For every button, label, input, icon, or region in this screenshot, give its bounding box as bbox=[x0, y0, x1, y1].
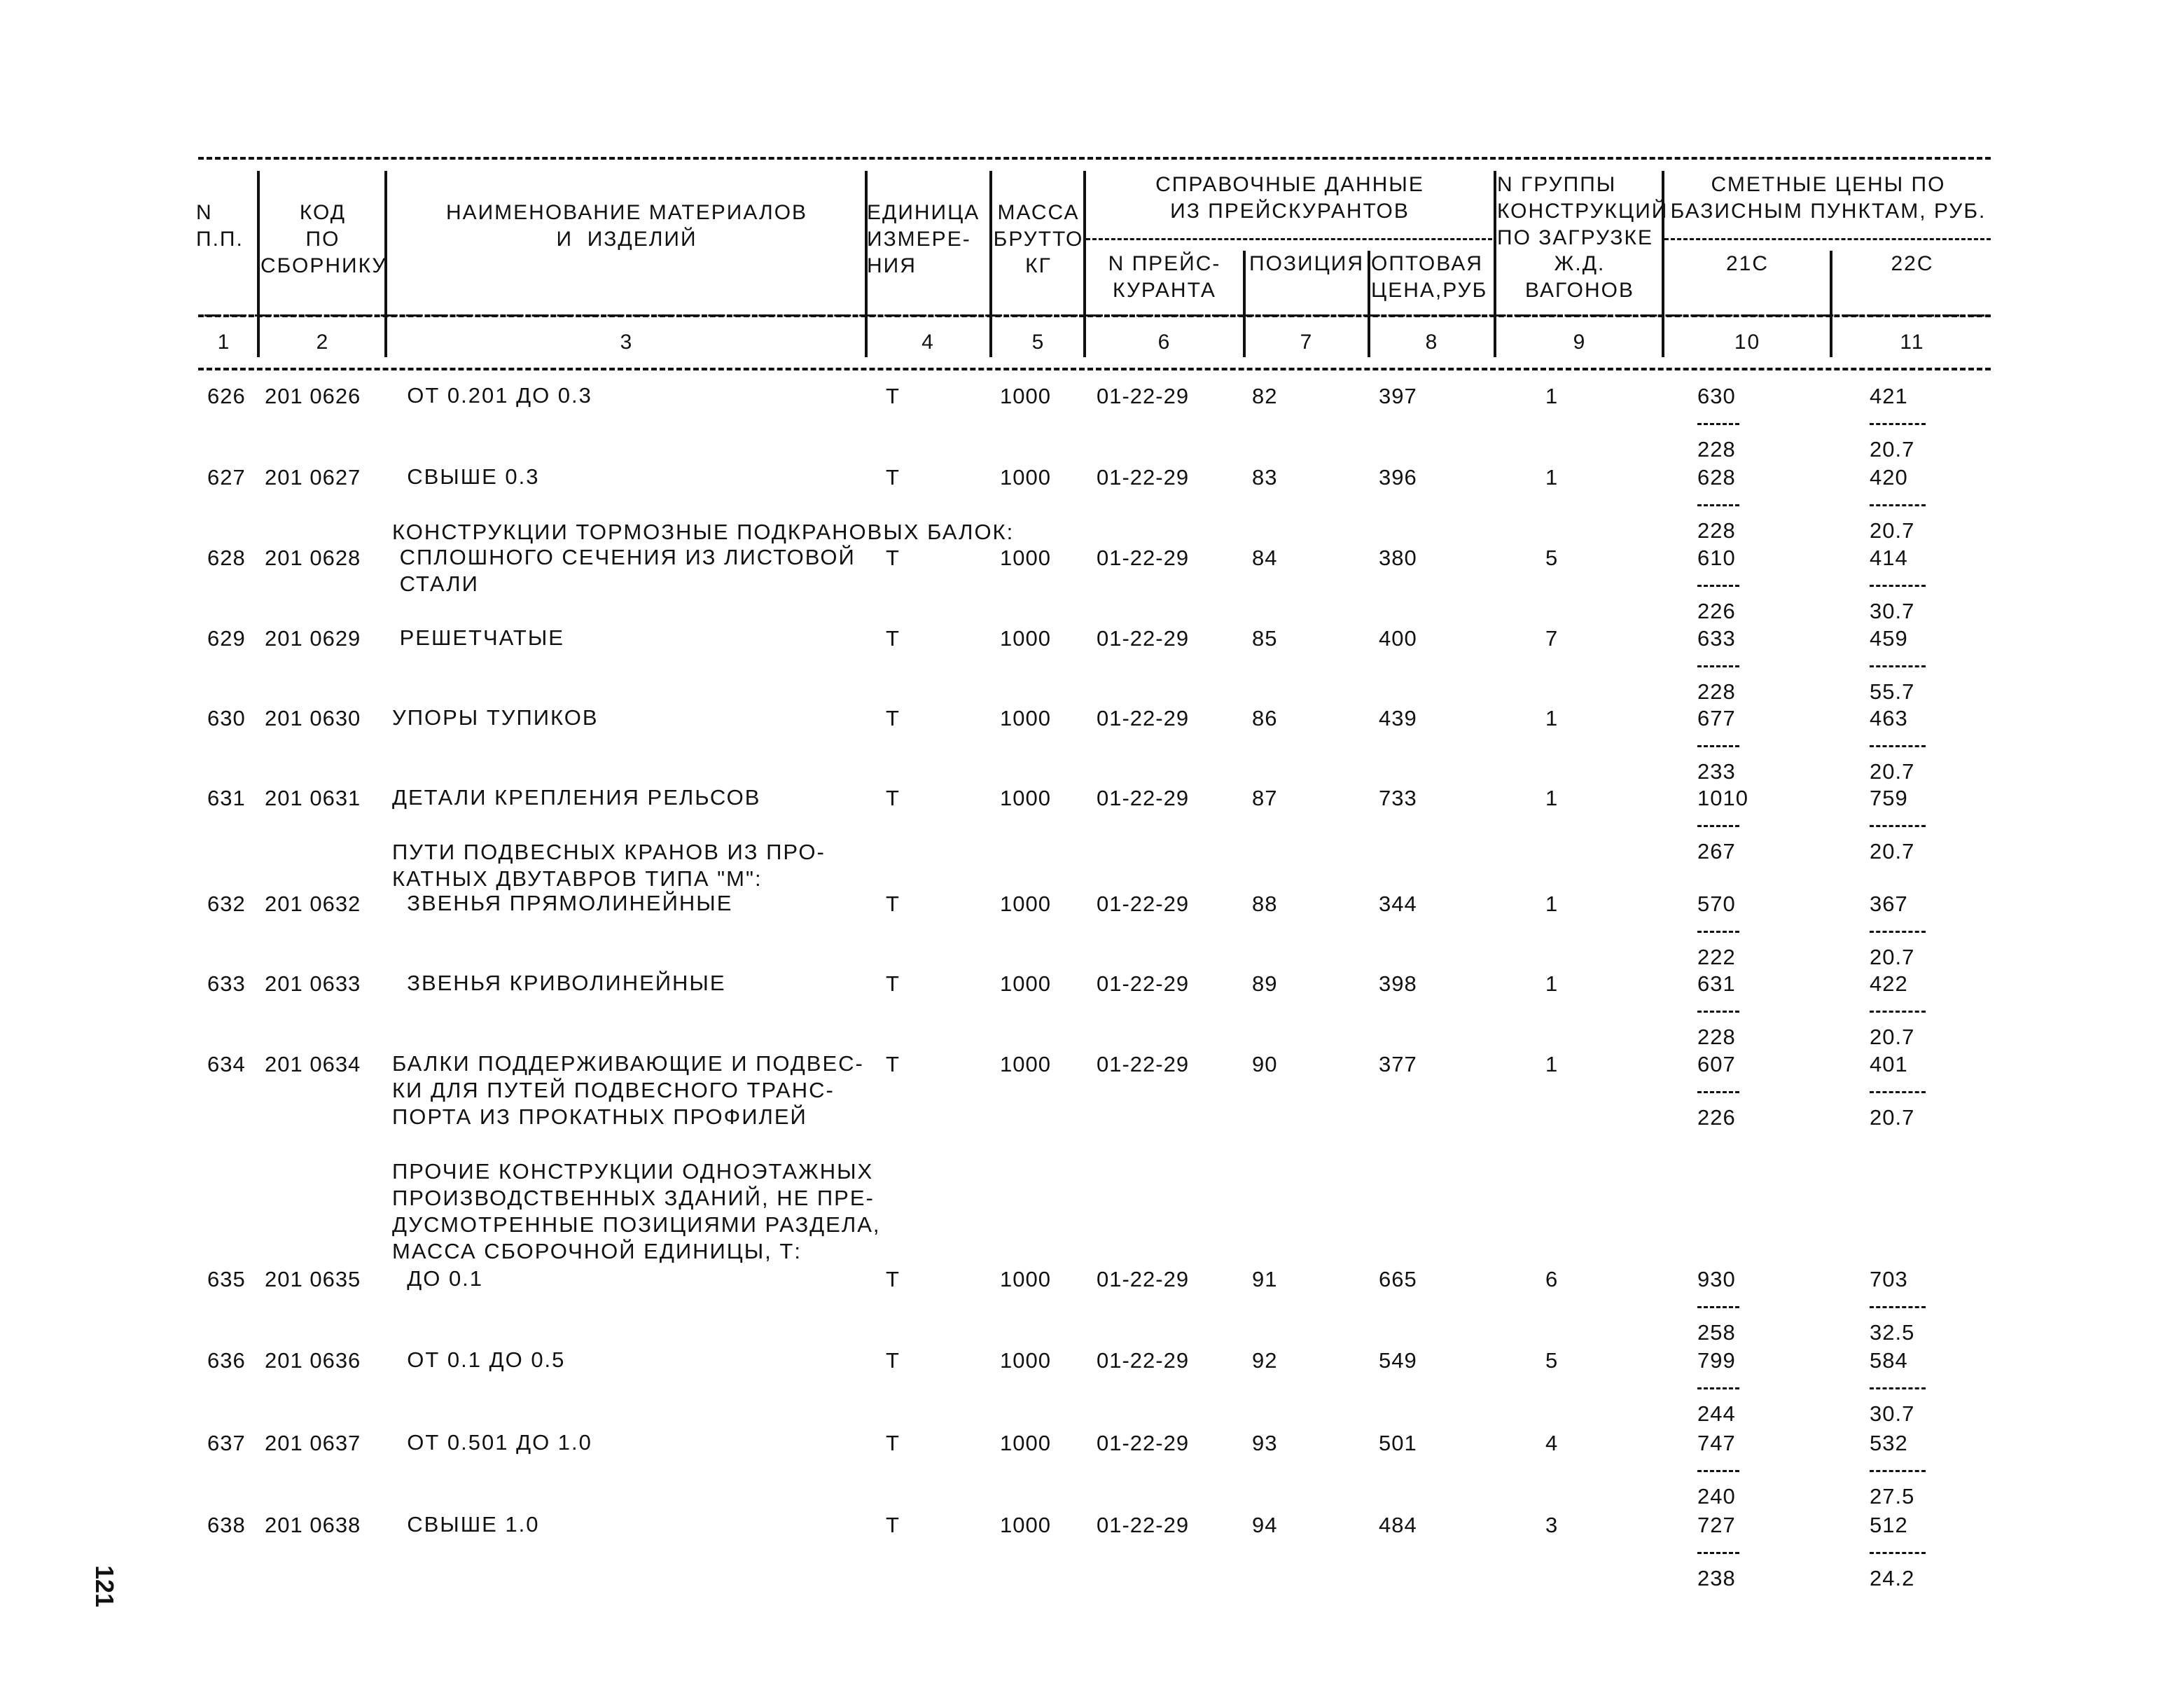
row-code: 201 0630 bbox=[265, 706, 361, 730]
header-col8: ОПТОВАЯ ЦЕНА,РУБ bbox=[1371, 252, 1488, 302]
fraction-line bbox=[1870, 825, 1926, 827]
fraction-line bbox=[1870, 1091, 1926, 1093]
row-unit: Т bbox=[886, 1267, 900, 1291]
row-price-22c-top: 421 bbox=[1870, 384, 1908, 408]
row-load-group: 1 bbox=[1545, 465, 1559, 490]
row-mass: 1000 bbox=[1000, 1513, 1051, 1537]
row-code: 201 0635 bbox=[265, 1267, 361, 1291]
table-top-rule bbox=[198, 157, 1991, 160]
row-load-group: 1 bbox=[1545, 971, 1559, 996]
row-number: 628 bbox=[207, 546, 246, 570]
row-price-22c-top: 367 bbox=[1870, 892, 1908, 916]
row-price-21c-bottom: 226 bbox=[1697, 599, 1736, 623]
row-price-21c-bottom: 228 bbox=[1697, 437, 1736, 462]
row-price-22c-top: 422 bbox=[1870, 971, 1908, 996]
row-unit: Т bbox=[886, 1348, 900, 1373]
section-note: ПРОЧИЕ КОНСТРУКЦИИ ОДНОЭТАЖНЫХ ПРОИЗВОДСТВЕННЫХ ЗДАНИЙ, НЕ ПРЕ- ДУСМОТРЕННЫЕ ПОЗИЦИЯМИ РАЗДЕЛА, МАССА СБОРОЧНОЙ ЕДИНИЦЫ, Т: bbox=[392, 1159, 881, 1263]
fraction-line bbox=[1870, 1470, 1926, 1472]
row-price-list: 01-22-29 bbox=[1097, 786, 1190, 810]
header-group-prices: СМЕТНЫЕ ЦЕНЫ ПО БАЗИСНЫМ ПУНКТАМ, РУБ. bbox=[1670, 173, 1987, 223]
row-price-21c-bottom: 228 bbox=[1697, 518, 1736, 543]
row-price-22c-top: 532 bbox=[1870, 1431, 1908, 1455]
col-separator bbox=[989, 171, 992, 357]
row-load-group: 1 bbox=[1545, 384, 1559, 408]
row-wholesale-price: 380 bbox=[1379, 546, 1417, 570]
row-mass: 1000 bbox=[1000, 706, 1051, 730]
colnum-1: 1 bbox=[217, 331, 231, 354]
row-name: ОТ 0.501 ДО 1.0 bbox=[392, 1430, 592, 1455]
row-price-21c-top: 570 bbox=[1697, 892, 1736, 916]
row-name: УПОРЫ ТУПИКОВ bbox=[392, 705, 599, 730]
row-position: 85 bbox=[1252, 626, 1278, 651]
row-number: 630 bbox=[207, 706, 246, 730]
fraction-line bbox=[1697, 1306, 1739, 1308]
row-price-22c-bottom: 30.7 bbox=[1870, 1401, 1915, 1426]
row-position: 88 bbox=[1252, 892, 1278, 916]
row-wholesale-price: 344 bbox=[1379, 892, 1417, 916]
row-price-list: 01-22-29 bbox=[1097, 626, 1190, 651]
row-position: 93 bbox=[1252, 1431, 1278, 1455]
row-wholesale-price: 400 bbox=[1379, 626, 1417, 651]
row-mass: 1000 bbox=[1000, 1431, 1051, 1455]
row-number: 637 bbox=[207, 1431, 246, 1455]
row-price-22c-bottom: 30.7 bbox=[1870, 599, 1915, 623]
row-price-list: 01-22-29 bbox=[1097, 892, 1190, 916]
fraction-line bbox=[1697, 745, 1739, 747]
row-unit: Т bbox=[886, 1513, 900, 1537]
header-group-load: N ГРУППЫ КОНСТРУКЦИЙ ПО ЗАГРУЗКЕ bbox=[1497, 173, 1669, 249]
row-price-21c-top: 630 bbox=[1697, 384, 1736, 408]
row-price-22c-bottom: 55.7 bbox=[1870, 679, 1915, 704]
fraction-line bbox=[1697, 585, 1739, 587]
row-price-21c-top: 1010 bbox=[1697, 786, 1748, 810]
colnum-9: 9 bbox=[1573, 331, 1587, 354]
row-code: 201 0633 bbox=[265, 971, 361, 996]
fraction-line bbox=[1870, 1552, 1926, 1554]
page-number: 121 bbox=[90, 1565, 119, 1608]
fraction-line bbox=[1870, 423, 1926, 425]
row-code: 201 0627 bbox=[265, 465, 361, 490]
row-name: ОТ 0.1 ДО 0.5 bbox=[392, 1347, 566, 1372]
colnum-5: 5 bbox=[1031, 331, 1045, 354]
fraction-line bbox=[1697, 1387, 1739, 1389]
row-price-21c-bottom: 240 bbox=[1697, 1484, 1736, 1509]
col-separator bbox=[257, 171, 260, 357]
colnum-4: 4 bbox=[921, 331, 935, 354]
row-price-21c-top: 631 bbox=[1697, 971, 1736, 996]
row-wholesale-price: 396 bbox=[1379, 465, 1417, 490]
row-price-22c-bottom: 20.7 bbox=[1870, 759, 1915, 784]
row-number: 638 bbox=[207, 1513, 246, 1537]
row-price-22c-bottom: 20.7 bbox=[1870, 1105, 1915, 1130]
row-number: 634 bbox=[207, 1052, 246, 1076]
row-price-22c-top: 420 bbox=[1870, 465, 1908, 490]
row-name: СВЫШЕ 0.3 bbox=[392, 464, 540, 489]
colnum-7: 7 bbox=[1300, 331, 1314, 354]
fraction-line bbox=[1697, 931, 1739, 933]
row-number: 636 bbox=[207, 1348, 246, 1373]
row-position: 94 bbox=[1252, 1513, 1278, 1537]
col-separator bbox=[1368, 251, 1370, 357]
row-mass: 1000 bbox=[1000, 1348, 1051, 1373]
row-code: 201 0628 bbox=[265, 546, 361, 570]
row-mass: 1000 bbox=[1000, 465, 1051, 490]
row-price-22c-top: 759 bbox=[1870, 786, 1908, 810]
fraction-line bbox=[1697, 1470, 1739, 1472]
fraction-line bbox=[1870, 931, 1926, 933]
row-price-21c-bottom: 222 bbox=[1697, 945, 1736, 969]
row-price-22c-bottom: 20.7 bbox=[1870, 945, 1915, 969]
fraction-line bbox=[1870, 665, 1926, 667]
row-mass: 1000 bbox=[1000, 1267, 1051, 1291]
row-unit: Т bbox=[886, 892, 900, 916]
section-note: КОНСТРУКЦИИ ТОРМОЗНЫЕ ПОДКРАНОВЫХ БАЛОК: bbox=[392, 520, 1015, 544]
row-price-21c-top: 607 bbox=[1697, 1052, 1736, 1076]
header-col4: ЕДИНИЦА ИЗМЕРЕ- НИЯ bbox=[867, 201, 980, 277]
row-code: 201 0629 bbox=[265, 626, 361, 651]
row-price-21c-top: 677 bbox=[1697, 706, 1736, 730]
row-price-22c-top: 414 bbox=[1870, 546, 1908, 570]
row-wholesale-price: 484 bbox=[1379, 1513, 1417, 1537]
row-price-22c-top: 459 bbox=[1870, 626, 1908, 651]
group-rule bbox=[1086, 238, 1492, 240]
row-position: 82 bbox=[1252, 384, 1278, 408]
header-col5: МАССА БРУТТО КГ bbox=[993, 201, 1084, 277]
row-position: 91 bbox=[1252, 1267, 1278, 1291]
subheader-rule bbox=[198, 314, 1991, 317]
fraction-line bbox=[1870, 1387, 1926, 1389]
row-number: 629 bbox=[207, 626, 246, 651]
row-position: 86 bbox=[1252, 706, 1278, 730]
row-number: 632 bbox=[207, 892, 246, 916]
row-name: ДО 0.1 bbox=[392, 1266, 484, 1291]
fraction-line bbox=[1870, 745, 1926, 747]
row-price-22c-bottom: 20.7 bbox=[1870, 839, 1915, 864]
header-col1: N П.П. bbox=[196, 201, 244, 251]
row-code: 201 0636 bbox=[265, 1348, 361, 1373]
row-position: 87 bbox=[1252, 786, 1278, 810]
row-mass: 1000 bbox=[1000, 546, 1051, 570]
row-price-21c-bottom: 233 bbox=[1697, 759, 1736, 784]
row-price-21c-top: 610 bbox=[1697, 546, 1736, 570]
row-price-21c-bottom: 228 bbox=[1697, 679, 1736, 704]
row-load-group: 1 bbox=[1545, 786, 1559, 810]
row-name: ЗВЕНЬЯ ПРЯМОЛИНЕЙНЫЕ bbox=[392, 891, 733, 915]
row-price-22c-top: 703 bbox=[1870, 1267, 1908, 1291]
row-price-21c-bottom: 228 bbox=[1697, 1025, 1736, 1049]
row-unit: Т bbox=[886, 626, 900, 651]
fraction-line bbox=[1870, 1306, 1926, 1308]
row-load-group: 1 bbox=[1545, 892, 1559, 916]
row-position: 92 bbox=[1252, 1348, 1278, 1373]
row-mass: 1000 bbox=[1000, 892, 1051, 916]
fraction-line bbox=[1870, 585, 1926, 587]
row-price-21c-bottom: 244 bbox=[1697, 1401, 1736, 1426]
row-position: 83 bbox=[1252, 465, 1278, 490]
row-unit: Т bbox=[886, 1431, 900, 1455]
fraction-line bbox=[1870, 1011, 1926, 1013]
row-price-list: 01-22-29 bbox=[1097, 1052, 1190, 1076]
row-name: СПЛОШНОГО СЕЧЕНИЯ ИЗ ЛИСТОВОЙ СТАЛИ bbox=[399, 545, 856, 596]
row-price-list: 01-22-29 bbox=[1097, 1513, 1190, 1537]
row-price-list: 01-22-29 bbox=[1097, 1348, 1190, 1373]
fraction-line bbox=[1870, 504, 1926, 506]
row-price-21c-top: 727 bbox=[1697, 1513, 1736, 1537]
row-wholesale-price: 501 bbox=[1379, 1431, 1417, 1455]
row-price-21c-top: 747 bbox=[1697, 1431, 1736, 1455]
row-price-list: 01-22-29 bbox=[1097, 1267, 1190, 1291]
row-price-22c-top: 401 bbox=[1870, 1052, 1908, 1076]
row-code: 201 0626 bbox=[265, 384, 361, 408]
row-unit: Т bbox=[886, 1052, 900, 1076]
row-load-group: 4 bbox=[1545, 1431, 1559, 1455]
fraction-line bbox=[1697, 1552, 1739, 1554]
col-separator bbox=[1494, 171, 1496, 357]
fraction-line bbox=[1697, 1091, 1739, 1093]
colnum-10: 10 bbox=[1734, 331, 1761, 354]
row-name: СВЫШЕ 1.0 bbox=[392, 1512, 540, 1537]
row-mass: 1000 bbox=[1000, 786, 1051, 810]
row-code: 201 0638 bbox=[265, 1513, 361, 1537]
fraction-line bbox=[1697, 423, 1739, 425]
header-col7: ПОЗИЦИЯ bbox=[1249, 252, 1364, 275]
fraction-line bbox=[1697, 665, 1739, 667]
row-name: ОТ 0.201 ДО 0.3 bbox=[392, 383, 592, 408]
colnum-11: 11 bbox=[1900, 331, 1925, 354]
header-col9: Ж.Д. ВАГОНОВ bbox=[1525, 252, 1634, 302]
row-mass: 1000 bbox=[1000, 626, 1051, 651]
group-rule bbox=[1664, 238, 1991, 240]
row-price-21c-bottom: 258 bbox=[1697, 1320, 1736, 1345]
col-separator bbox=[1830, 251, 1832, 357]
row-price-21c-bottom: 226 bbox=[1697, 1105, 1736, 1130]
row-unit: Т bbox=[886, 706, 900, 730]
numbers-bottom-rule bbox=[198, 368, 1991, 370]
row-unit: Т bbox=[886, 384, 900, 408]
row-price-list: 01-22-29 bbox=[1097, 546, 1190, 570]
header-col3: НАИМЕНОВАНИЕ МАТЕРИАЛОВ И ИЗДЕЛИЙ bbox=[445, 201, 808, 251]
row-number: 631 bbox=[207, 786, 246, 810]
row-price-list: 01-22-29 bbox=[1097, 971, 1190, 996]
row-price-21c-bottom: 238 bbox=[1697, 1566, 1736, 1590]
row-load-group: 5 bbox=[1545, 1348, 1559, 1373]
row-wholesale-price: 377 bbox=[1379, 1052, 1417, 1076]
row-price-22c-bottom: 20.7 bbox=[1870, 1025, 1915, 1049]
colnum-6: 6 bbox=[1157, 331, 1171, 354]
fraction-line bbox=[1697, 1011, 1739, 1013]
row-load-group: 5 bbox=[1545, 546, 1559, 570]
row-number: 626 bbox=[207, 384, 246, 408]
header-col11: 22С bbox=[1891, 252, 1934, 275]
row-unit: Т bbox=[886, 971, 900, 996]
row-unit: Т bbox=[886, 546, 900, 570]
row-number: 635 bbox=[207, 1267, 246, 1291]
col-separator bbox=[1243, 251, 1246, 357]
row-unit: Т bbox=[886, 465, 900, 490]
row-mass: 1000 bbox=[1000, 384, 1051, 408]
header-group-reference: СПРАВОЧНЫЕ ДАННЫЕ ИЗ ПРЕЙСКУРАНТОВ bbox=[1155, 173, 1424, 223]
header-col2: КОД ПО СБОРНИКУ bbox=[260, 201, 387, 277]
row-wholesale-price: 733 bbox=[1379, 786, 1417, 810]
row-load-group: 1 bbox=[1545, 1052, 1559, 1076]
row-position: 89 bbox=[1252, 971, 1278, 996]
row-number: 633 bbox=[207, 971, 246, 996]
row-position: 90 bbox=[1252, 1052, 1278, 1076]
row-price-22c-bottom: 20.7 bbox=[1870, 437, 1915, 462]
header-col6: N ПРЕЙС- КУРАНТА bbox=[1108, 252, 1221, 302]
row-price-22c-top: 463 bbox=[1870, 706, 1908, 730]
fraction-line bbox=[1697, 504, 1739, 506]
row-name: РЕШЕТЧАТЫЕ bbox=[392, 625, 564, 650]
row-price-21c-top: 628 bbox=[1697, 465, 1736, 490]
row-price-21c-top: 799 bbox=[1697, 1348, 1736, 1373]
row-price-21c-top: 633 bbox=[1697, 626, 1736, 651]
row-wholesale-price: 439 bbox=[1379, 706, 1417, 730]
row-price-list: 01-22-29 bbox=[1097, 465, 1190, 490]
row-price-21c-bottom: 267 bbox=[1697, 839, 1736, 864]
row-code: 201 0634 bbox=[265, 1052, 361, 1076]
row-price-list: 01-22-29 bbox=[1097, 384, 1190, 408]
row-name: БАЛКИ ПОДДЕРЖИВАЮЩИЕ И ПОДВЕС- КИ ДЛЯ ПУТЕЙ ПОДВЕСНОГО ТРАНС- ПОРТА ИЗ ПРОКАТНЫХ ПРОФИЛЕЙ bbox=[392, 1051, 864, 1129]
row-price-22c-bottom: 24.2 bbox=[1870, 1566, 1915, 1590]
row-price-21c-top: 930 bbox=[1697, 1267, 1736, 1291]
header-col10: 21С bbox=[1725, 252, 1769, 275]
colnum-2: 2 bbox=[316, 331, 330, 354]
row-mass: 1000 bbox=[1000, 1052, 1051, 1076]
row-wholesale-price: 665 bbox=[1379, 1267, 1417, 1291]
row-code: 201 0637 bbox=[265, 1431, 361, 1455]
row-load-group: 3 bbox=[1545, 1513, 1559, 1537]
row-mass: 1000 bbox=[1000, 971, 1051, 996]
row-name: ДЕТАЛИ КРЕПЛЕНИЯ РЕЛЬСОВ bbox=[392, 785, 761, 810]
row-wholesale-price: 397 bbox=[1379, 384, 1417, 408]
row-price-list: 01-22-29 bbox=[1097, 706, 1190, 730]
row-load-group: 1 bbox=[1545, 706, 1559, 730]
row-unit: Т bbox=[886, 786, 900, 810]
colnum-3: 3 bbox=[620, 331, 634, 354]
row-price-22c-bottom: 27.5 bbox=[1870, 1484, 1915, 1509]
row-load-group: 6 bbox=[1545, 1267, 1559, 1291]
row-price-list: 01-22-29 bbox=[1097, 1431, 1190, 1455]
row-price-22c-top: 584 bbox=[1870, 1348, 1908, 1373]
row-price-22c-top: 512 bbox=[1870, 1513, 1908, 1537]
fraction-line bbox=[1697, 825, 1739, 827]
row-price-22c-bottom: 20.7 bbox=[1870, 518, 1915, 543]
row-position: 84 bbox=[1252, 546, 1278, 570]
row-wholesale-price: 549 bbox=[1379, 1348, 1417, 1373]
row-code: 201 0631 bbox=[265, 786, 361, 810]
row-price-22c-bottom: 32.5 bbox=[1870, 1320, 1915, 1345]
colnum-8: 8 bbox=[1425, 331, 1439, 354]
row-name: ЗВЕНЬЯ КРИВОЛИНЕЙНЫЕ bbox=[392, 971, 726, 995]
row-code: 201 0632 bbox=[265, 892, 361, 916]
row-load-group: 7 bbox=[1545, 626, 1559, 651]
section-note: ПУТИ ПОДВЕСНЫХ КРАНОВ ИЗ ПРО- КАТНЫХ ДВУТАВРОВ ТИПА "М": bbox=[392, 840, 826, 891]
row-wholesale-price: 398 bbox=[1379, 971, 1417, 996]
row-number: 627 bbox=[207, 465, 246, 490]
